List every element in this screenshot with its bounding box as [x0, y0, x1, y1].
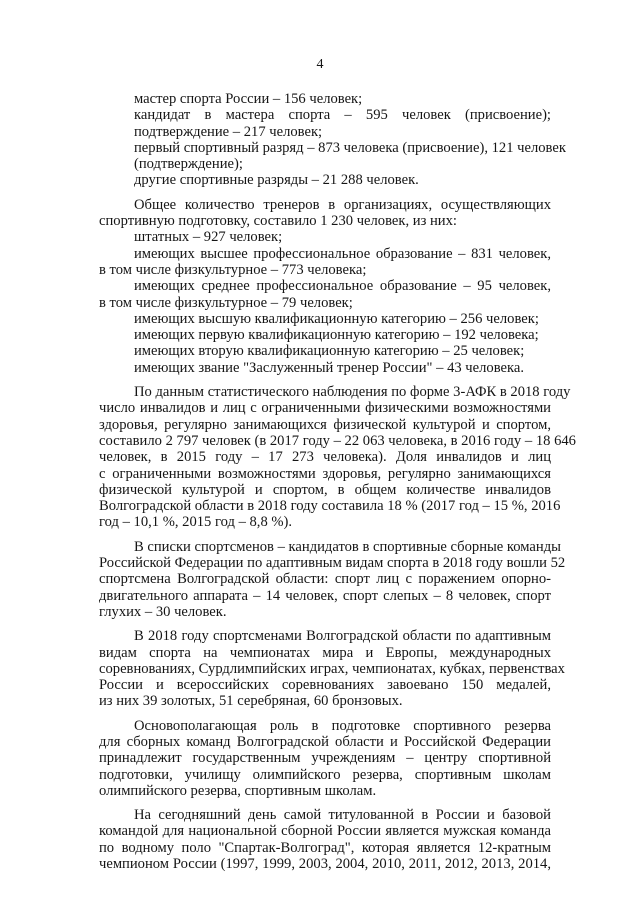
- paragraph-gap: [99, 710, 551, 718]
- paragraph-gap: [99, 531, 551, 539]
- text-line: имеющих первую квалификационную категорию – 192 человека;: [134, 327, 539, 344]
- paragraph: [99, 628, 565, 710]
- text-line: принадлежит государственным учреждениям – центру спортивной: [99, 750, 551, 767]
- text-line: имеющих высшую квалификационную категорию – 256 человек;: [134, 310, 539, 327]
- text-line: Основополагающая роль в подготовке спортивного резерва: [134, 717, 551, 734]
- text-line: видам спорта на чемпионатах мира и Европы, международных: [99, 644, 551, 661]
- paragraph: [99, 91, 566, 189]
- text-line: штатных – 927 человек;: [134, 229, 283, 246]
- text-line: кандидат в мастера спорта – 595 человек (присвоение);: [134, 107, 551, 124]
- paragraph: [99, 384, 576, 531]
- text-line: имеющих среднее профессиональное образование – 95 человек,: [134, 278, 551, 295]
- paragraph-gap: [99, 376, 551, 384]
- text-line: Российской Федерации по адаптивным видам спорта в 2018 году вошли 52: [99, 555, 566, 572]
- text-line: для сборных команд Волгоградской области и Российской Федерации: [99, 733, 551, 750]
- text-line: чемпионом России (1997, 1999, 2003, 2004, 2010, 2011, 2012, 2013, 2014,: [99, 856, 551, 873]
- text-line: по водному поло "Спартак-Волгоград", которая является 12-кратным: [99, 839, 551, 856]
- page-number: 4: [316, 57, 324, 72]
- text-line: командой для национальной сборной России является мужская команда: [99, 823, 551, 840]
- text-line: России и всероссийских соревнованиях завоевано 150 медалей,: [99, 677, 551, 694]
- text-line: физической культурой и спортом, в общем количестве инвалидов: [99, 481, 551, 498]
- text-line: В 2018 году спортсменами Волгоградской области по адаптивным: [134, 628, 551, 645]
- text-line: первый спортивный разряд – 873 человека (присвоение), 121 человек: [134, 139, 566, 156]
- text-line: здоровья, регулярно занимающихся физической культурой и спортом,: [99, 416, 551, 433]
- document-body: [99, 91, 576, 873]
- text-line: человек, в 2015 году – 17 273 человека). Доля инвалидов и лиц: [99, 449, 551, 466]
- text-line: другие спортивные разряды – 21 288 человек.: [134, 172, 419, 189]
- text-line: соревнованиях, Сурдлимпийских играх, чемпионатах, кубках, первенствах: [99, 660, 565, 677]
- text-line: спортсмена Волгоградской области: спорт лиц с поражением опорно-: [99, 571, 551, 588]
- text-line: спортивную подготовку, составило 1 230 человек, из них:: [99, 213, 457, 230]
- text-line: составило 2 797 человек (в 2017 году – 22 063 человека, в 2016 году – 18 646: [99, 432, 576, 449]
- text-line: из них 39 золотых, 51 серебряная, 60 бронзовых.: [99, 693, 403, 710]
- text-line: Общее количество тренеров в организациях, осуществляющих: [134, 196, 551, 213]
- text-line: мастер спорта России – 156 человек;: [134, 91, 363, 107]
- text-line: В списки спортсменов – кандидатов в спортивные сборные команды: [134, 538, 561, 555]
- text-line: подтверждение – 217 человек;: [134, 123, 323, 140]
- text-line: олимпийского резерва, спортивным школам.: [99, 782, 377, 799]
- paragraph-gap: [99, 620, 551, 628]
- text-line: (подтверждение);: [134, 156, 243, 173]
- text-line: с ограниченными возможностями здоровья, регулярно занимающихся: [99, 465, 551, 482]
- text-line: имеющих звание "Заслуженный тренер России" – 43 человека.: [134, 359, 524, 376]
- paragraph: [99, 718, 551, 799]
- paragraph: [99, 807, 551, 872]
- paragraph-gap: [99, 189, 551, 197]
- text-line: в том числе физкультурное – 79 человек;: [99, 294, 353, 311]
- text-line: подготовки, училищу олимпийского резерва, спортивным школам: [99, 766, 551, 783]
- text-line: в том числе физкультурное – 773 человека;: [99, 261, 367, 278]
- text-line: На сегодняшний день самой титулованной в России и базовой: [134, 807, 551, 824]
- text-line: глухих – 30 человек.: [99, 603, 227, 620]
- text-line: Волгоградской области в 2018 году составила 18 % (2017 год – 15 %, 2016: [99, 498, 561, 515]
- text-line: число инвалидов и лиц с ограниченными физическими возможностями: [99, 400, 551, 417]
- paragraph-gap: [99, 799, 551, 807]
- text-line: год – 10,1 %, 2015 год – 8,8 %).: [99, 514, 293, 531]
- paragraph: [99, 538, 566, 620]
- text-line: имеющих высшее профессиональное образование – 831 человек,: [134, 245, 551, 262]
- text-line: имеющих вторую квалификационную категорию – 25 человек;: [134, 343, 525, 360]
- text-line: двигательного аппарата – 14 человек, спорт слепых – 8 человек, спорт: [99, 587, 551, 604]
- paragraph: [99, 197, 551, 376]
- text-line: По данным статистического наблюдения по форме 3-АФК в 2018 году: [134, 384, 571, 401]
